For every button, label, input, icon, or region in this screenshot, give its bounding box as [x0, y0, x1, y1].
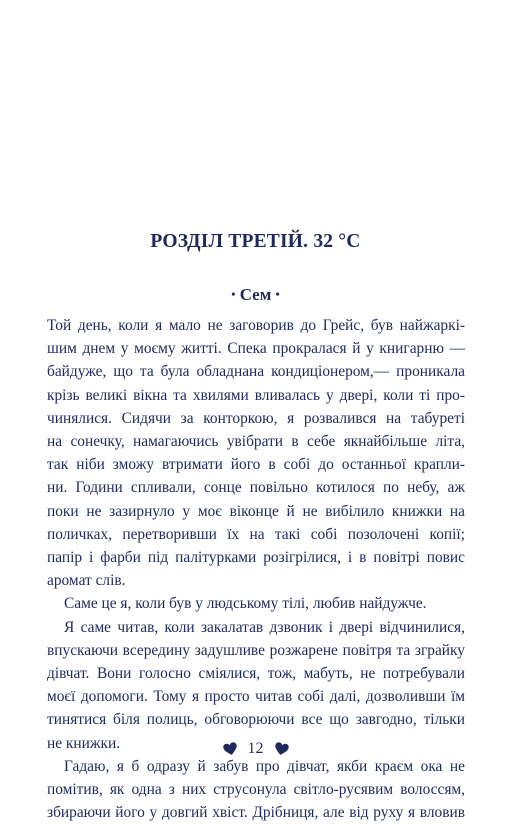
pov-heading [0, 285, 511, 305]
text-line: Саме це я, коли був у людському тілі, любив найдужче. [64, 595, 427, 613]
text-line: тинятися біля полиць, обговорюючи все що завгодно, тільки [47, 711, 465, 729]
paragraph [47, 755, 465, 824]
text-line: ни. Години спливали, сонце повільно котилося по небу, аж [47, 479, 465, 497]
paragraph [47, 314, 465, 592]
page-number: 12 [247, 740, 264, 757]
text-line: моєї допомоги. Тому я просто читав собі далі, дозволивши їм [47, 688, 465, 706]
text-line: не книжки. [47, 734, 121, 752]
heart-icon [274, 742, 289, 756]
page-footer [0, 740, 511, 758]
text-line: дівчат. Вони голосно сміялися, тож, мабуть, не потребували [47, 665, 465, 683]
text-line: Гадаю, я б одразу й забув про дівчат, якби краєм ока не [64, 757, 465, 775]
text-line: крізь великі вікна та хвилями вливалась у двері, коли ті про- [47, 386, 465, 404]
text-line: шим днем у моєму житті. Спека прокралася й у книгарню — [47, 340, 465, 358]
paragraph [47, 616, 465, 755]
text-line: Я саме читав, коли закалатав дзвоник і двері відчинилися, [64, 618, 465, 636]
heart-icon [223, 742, 238, 756]
pov-dot-left: • [231, 287, 236, 301]
text-line: на сонечку, намагаючись увібрати в себе якнайбільше літа, [47, 433, 465, 451]
text-line: збираючи його у довгий хвіст. Дрібниця, але від руху я вловив [47, 804, 465, 822]
text-line: папір і фарби під палітурками розігрілися, і в повітрі повис [47, 549, 465, 567]
text-line: поки не зазирнуло у моє віконце й не вибілило книжки на [47, 502, 465, 520]
text-line: байдуже, що та була обладнана кондиціонером,— проникала [47, 363, 465, 381]
text-line: помітив, як одна з них струсонула світло-русявим волоссям, [47, 781, 465, 799]
text-line: так ніби зможу втримати його в собі до останньої крапли- [47, 456, 465, 474]
text-line: аромат слів. [47, 572, 126, 590]
text-line: Той день, коли я мало не заговорив до Грейс, був найжаркі- [47, 317, 465, 334]
paragraph [47, 592, 465, 615]
pov-name: Сем [239, 285, 272, 304]
text-line: поличках, перетворивши їх на такі собі позолочені копії; [47, 525, 465, 543]
chapter-title: РОЗДІЛ ТРЕТІЙ. 32 °С [150, 231, 361, 252]
pov-dot-right: • [275, 287, 280, 301]
text-line: чинялися. Сидячи за конторкою, я розвалився на табуреті [47, 409, 465, 427]
text-line: впускаючи всередину задушливе розжарене повітря та зграйку [47, 641, 465, 659]
